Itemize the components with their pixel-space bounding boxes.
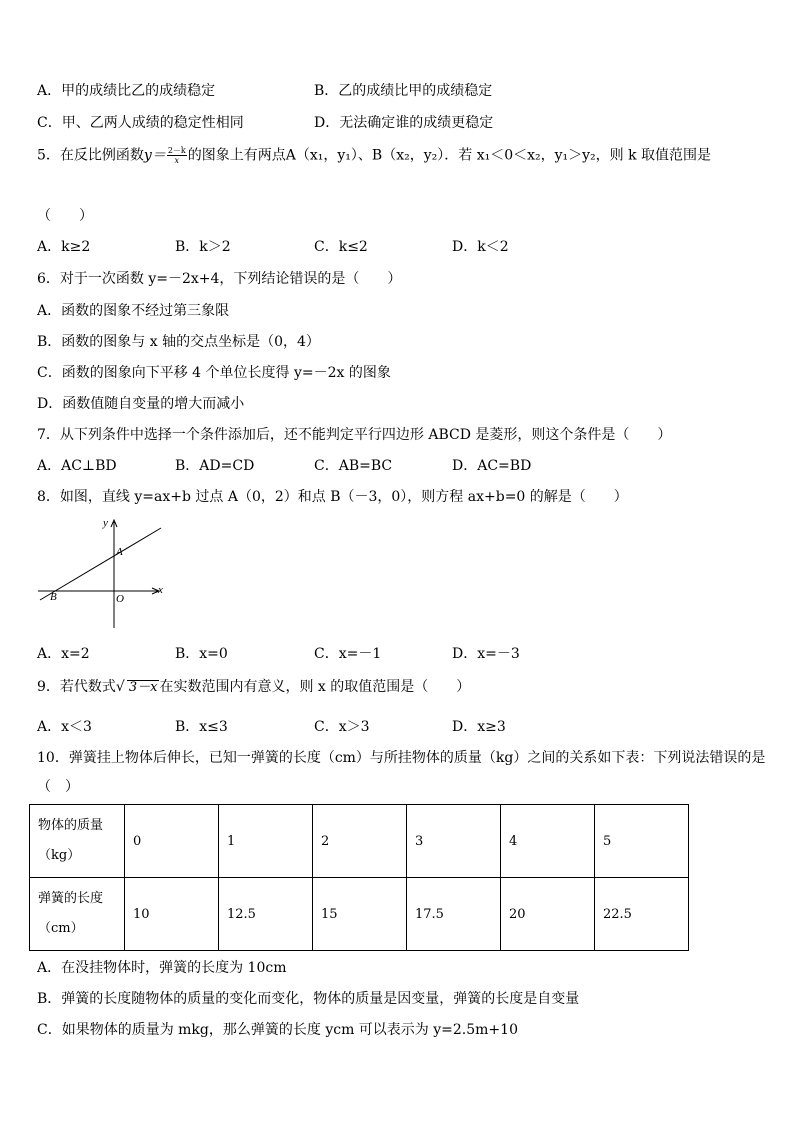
table-cell: 5 — [595, 805, 689, 878]
q10-stem: 10．弹簧挂上物体后伸长，已知一弹簧的长度（cm）与所挂物体的质量（kg）之间的关系如下表：下列说法错误的是 — [37, 750, 766, 766]
table-cell: 17.5 — [407, 878, 501, 951]
q7-option-c: C．AB=BC — [314, 458, 393, 474]
row-header-mass — [30, 805, 125, 878]
q4-option-d: D．无法确定谁的成绩更稳定 — [314, 115, 494, 131]
q8-option-d: D．x=－3 — [452, 646, 520, 662]
q9-radicand: 3－x — [128, 680, 158, 695]
q6-option-b: B．函数的图象与 x 轴的交点坐标是（0，4） — [37, 334, 320, 350]
row-header-length — [30, 878, 125, 951]
mass-unit: （kg） — [38, 848, 81, 863]
y-axis-label: y — [103, 517, 108, 529]
q6-option-c: C．函数的图象向下平移 4 个单位长度得 y=－2x 的图象 — [37, 365, 391, 381]
table-cell: 20 — [501, 878, 595, 951]
q5-frac-num: 2－k — [167, 146, 186, 155]
point-a-label: A — [116, 546, 123, 558]
q4-option-a: A．甲的成绩比乙的成绩稳定 — [37, 83, 216, 99]
table-cell: 10 — [125, 878, 219, 951]
q8-option-c: C．x=－1 — [314, 646, 382, 662]
q7-stem: 7．从下列条件中选择一个条件添加后，还不能判定平行四边形 ABCD 是菱形，则这个条件是（ ） — [37, 427, 672, 443]
table-cell: 3 — [407, 805, 501, 878]
length-unit: （cm） — [38, 921, 84, 936]
q4-option-b: B．乙的成绩比甲的成绩稳定 — [314, 83, 493, 99]
q5-stem — [37, 146, 711, 165]
table-cell: 12.5 — [219, 878, 313, 951]
q10-option-c: C．如果物体的质量为 mkg，那么弹簧的长度 ycm 可以表示为 y=2.5m+10 — [37, 1022, 518, 1038]
q9-option-b: B．x≤3 — [175, 719, 228, 735]
q10-blank: （ ） — [37, 779, 79, 795]
q7-option-d: D．AC=BD — [452, 458, 532, 474]
table-cell: 22.5 — [595, 878, 689, 951]
q9-suffix: 在实数范围内有意义，则 x 的取值范围是（ ） — [159, 679, 471, 695]
q5-option-a: A．k≥2 — [37, 239, 91, 255]
mass-label: 物体的质量 — [38, 818, 104, 833]
q5-option-d: D．k＜2 — [452, 239, 509, 255]
q8-option-a: A．x=2 — [37, 646, 90, 662]
q5-fraction — [167, 146, 187, 165]
table-cell: 1 — [219, 805, 313, 878]
table-cell: 4 — [501, 805, 595, 878]
table-cell: 2 — [313, 805, 407, 878]
q8-stem: 8．如图，直线 y=ax+b 过点 A（0，2）和点 B（－3，0），则方程 ax+b=0 的解是（ ） — [37, 489, 628, 505]
table-row — [30, 878, 689, 951]
q5-points: A（x₁，y₁）、B（x₂，y₂）．若 x₁＜0＜x₂，y₁＞y₂，则 k 取值范围是 — [285, 147, 712, 164]
q7-option-b: B．AD=CD — [175, 458, 255, 474]
point-b-label: B — [50, 591, 57, 603]
line-y-ax-b — [40, 528, 161, 600]
x-axis-label: x — [158, 584, 163, 596]
q5-y-eq: y＝ — [143, 147, 166, 164]
q6-stem: 6．对于一次函数 y=－2x+4，下列结论错误的是（ ） — [37, 271, 402, 287]
q5-prefix: 5．在反比例函数 — [37, 147, 144, 164]
q5-option-c: C．k≤2 — [314, 239, 368, 255]
q7-option-a: A．AC⊥BD — [37, 458, 117, 474]
q4-option-c: C．甲、乙两人成绩的稳定性相同 — [37, 115, 244, 131]
q5-option-b: B．k＞2 — [175, 239, 231, 255]
length-label: 弹簧的长度 — [38, 891, 104, 906]
q6-option-d: D．函数值随自变量的增大而减小 — [37, 396, 245, 412]
q5-frac-den: x — [174, 156, 180, 165]
q8-option-b: B．x=0 — [175, 646, 228, 662]
table-row — [30, 805, 689, 878]
q9-option-c: C．x＞3 — [314, 719, 370, 735]
mass-length-table — [29, 804, 689, 951]
q5-blank: （ ） — [37, 208, 93, 224]
q10-option-b: B．弹簧的长度随物体的质量的变化而变化，物体的质量是因变量，弹簧的长度是自变量 — [37, 991, 580, 1007]
sqrt-sign: √ — [115, 679, 125, 695]
q9-stem — [37, 678, 470, 696]
q6-option-a: A．函数的图象不经过第三象限 — [37, 303, 230, 319]
q5-mid: 的图象上有两点 — [187, 147, 286, 164]
origin-label: O — [116, 593, 124, 605]
q8-graph — [34, 516, 168, 632]
table-cell: 15 — [313, 878, 407, 951]
q9-option-a: A．x＜3 — [37, 719, 92, 735]
q9-option-d: D．x≥3 — [452, 719, 506, 735]
q10-option-a: A．在没挂物体时，弹簧的长度为 10cm — [37, 960, 287, 976]
q9-prefix: 9．若代数式 — [37, 679, 116, 695]
table-cell: 0 — [125, 805, 219, 878]
